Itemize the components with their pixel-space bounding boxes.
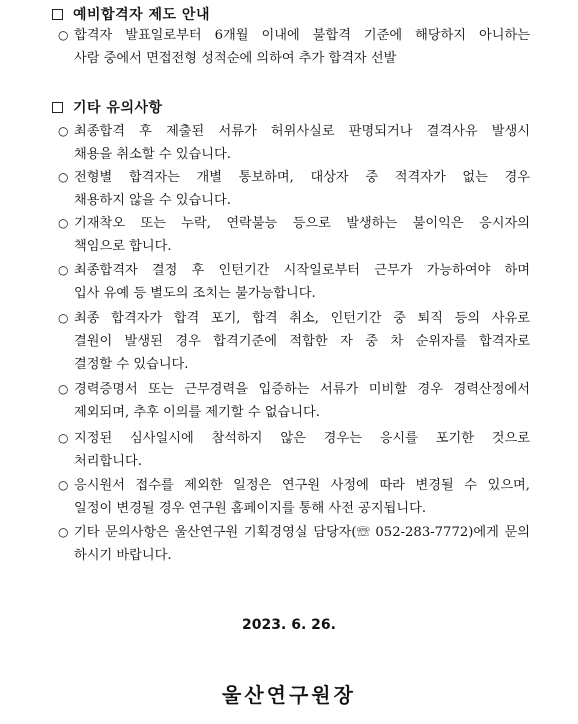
list-item bbox=[58, 24, 530, 70]
item-line: 지정된 심사일시에 참석하지 않은 경우는 응시를 포기한 것으로 bbox=[74, 431, 530, 446]
item-line: 일정이 변경될 경우 연구원 홈페이지를 통해 사전 공지됩니다. bbox=[74, 501, 427, 516]
list-item bbox=[58, 212, 530, 258]
list-item bbox=[58, 166, 530, 212]
circle-bullet-icon: ○ bbox=[58, 28, 69, 42]
section-heading-notes bbox=[52, 97, 163, 117]
item-line: 입사 유예 등 별도의 조치는 불가능합니다. bbox=[74, 286, 316, 301]
list-item bbox=[58, 378, 530, 424]
item-line: 응시원서 접수를 제외한 일정은 연구원 사정에 따라 변경될 수 있으며, bbox=[74, 478, 530, 493]
list-item bbox=[58, 474, 530, 520]
circle-bullet-icon: ○ bbox=[58, 311, 69, 325]
item-line: 최종합격 후 제출된 서류가 허위사실로 판명되거나 결격사유 발생시 bbox=[74, 124, 530, 139]
checkbox-square-icon bbox=[52, 102, 63, 113]
item-line: 최종 합격자가 합격 포기, 합격 취소, 인턴기간 중 퇴직 등의 사유로 bbox=[74, 311, 530, 326]
list-item bbox=[58, 307, 530, 376]
circle-bullet-icon: ○ bbox=[58, 216, 69, 230]
list-item bbox=[58, 521, 530, 567]
section-title: 기타 유의사항 bbox=[73, 100, 163, 116]
circle-bullet-icon: ○ bbox=[58, 170, 69, 184]
list-item bbox=[58, 259, 530, 305]
list-item bbox=[58, 427, 530, 473]
item-line: 사람 중에서 면접전형 성적순에 의하여 추가 합격자 선발 bbox=[74, 51, 397, 66]
notice-date: 2023. 6. 26. bbox=[242, 617, 336, 633]
circle-bullet-icon: ○ bbox=[58, 124, 69, 138]
item-line: 채용하지 않을 수 있습니다. bbox=[74, 193, 231, 208]
circle-bullet-icon: ○ bbox=[58, 263, 69, 277]
item-line: 최종합격자 결정 후 인턴기간 시작일로부터 근무가 가능하여야 하며 bbox=[74, 263, 530, 278]
item-line: 합격자 발표일로부터 6개월 이내에 불합격 기준에 해당하지 아니하는 bbox=[74, 28, 530, 43]
item-line: 결원이 발생된 경우 합격기준에 적합한 자 중 차 순위자를 합격자로 bbox=[74, 334, 530, 349]
circle-bullet-icon: ○ bbox=[58, 431, 69, 445]
item-line: 책임으로 합니다. bbox=[74, 239, 172, 254]
item-line: 제외되며, 추후 이의를 제기할 수 없습니다. bbox=[74, 405, 320, 420]
item-line: 하시기 바랍니다. bbox=[74, 548, 172, 563]
issuer-signature: 울산연구원장 bbox=[222, 683, 356, 707]
item-line: 채용을 취소할 수 있습니다. bbox=[74, 147, 231, 162]
section-heading-reserve bbox=[52, 4, 210, 24]
checkbox-square-icon bbox=[52, 9, 63, 20]
item-line: 기재착오 또는 누락, 연락불능 등으로 발생하는 불이익은 응시자의 bbox=[74, 216, 530, 231]
item-line: 전형별 합격자는 개별 통보하며, 대상자 중 적격자가 없는 경우 bbox=[74, 170, 530, 185]
circle-bullet-icon: ○ bbox=[58, 382, 69, 396]
circle-bullet-icon: ○ bbox=[58, 478, 69, 492]
item-line: 처리합니다. bbox=[74, 454, 142, 469]
item-line: 경력증명서 또는 근무경력을 입증하는 서류가 미비할 경우 경력산정에서 bbox=[74, 382, 530, 397]
item-line: 결정할 수 있습니다. bbox=[74, 357, 189, 372]
circle-bullet-icon: ○ bbox=[58, 525, 69, 539]
section-title: 예비합격자 제도 안내 bbox=[73, 7, 210, 23]
item-line: 기타 문의사항은 울산연구원 기획경영실 담당자(☏ 052-283-7772)에게 문의 bbox=[74, 525, 530, 540]
list-item bbox=[58, 120, 530, 166]
